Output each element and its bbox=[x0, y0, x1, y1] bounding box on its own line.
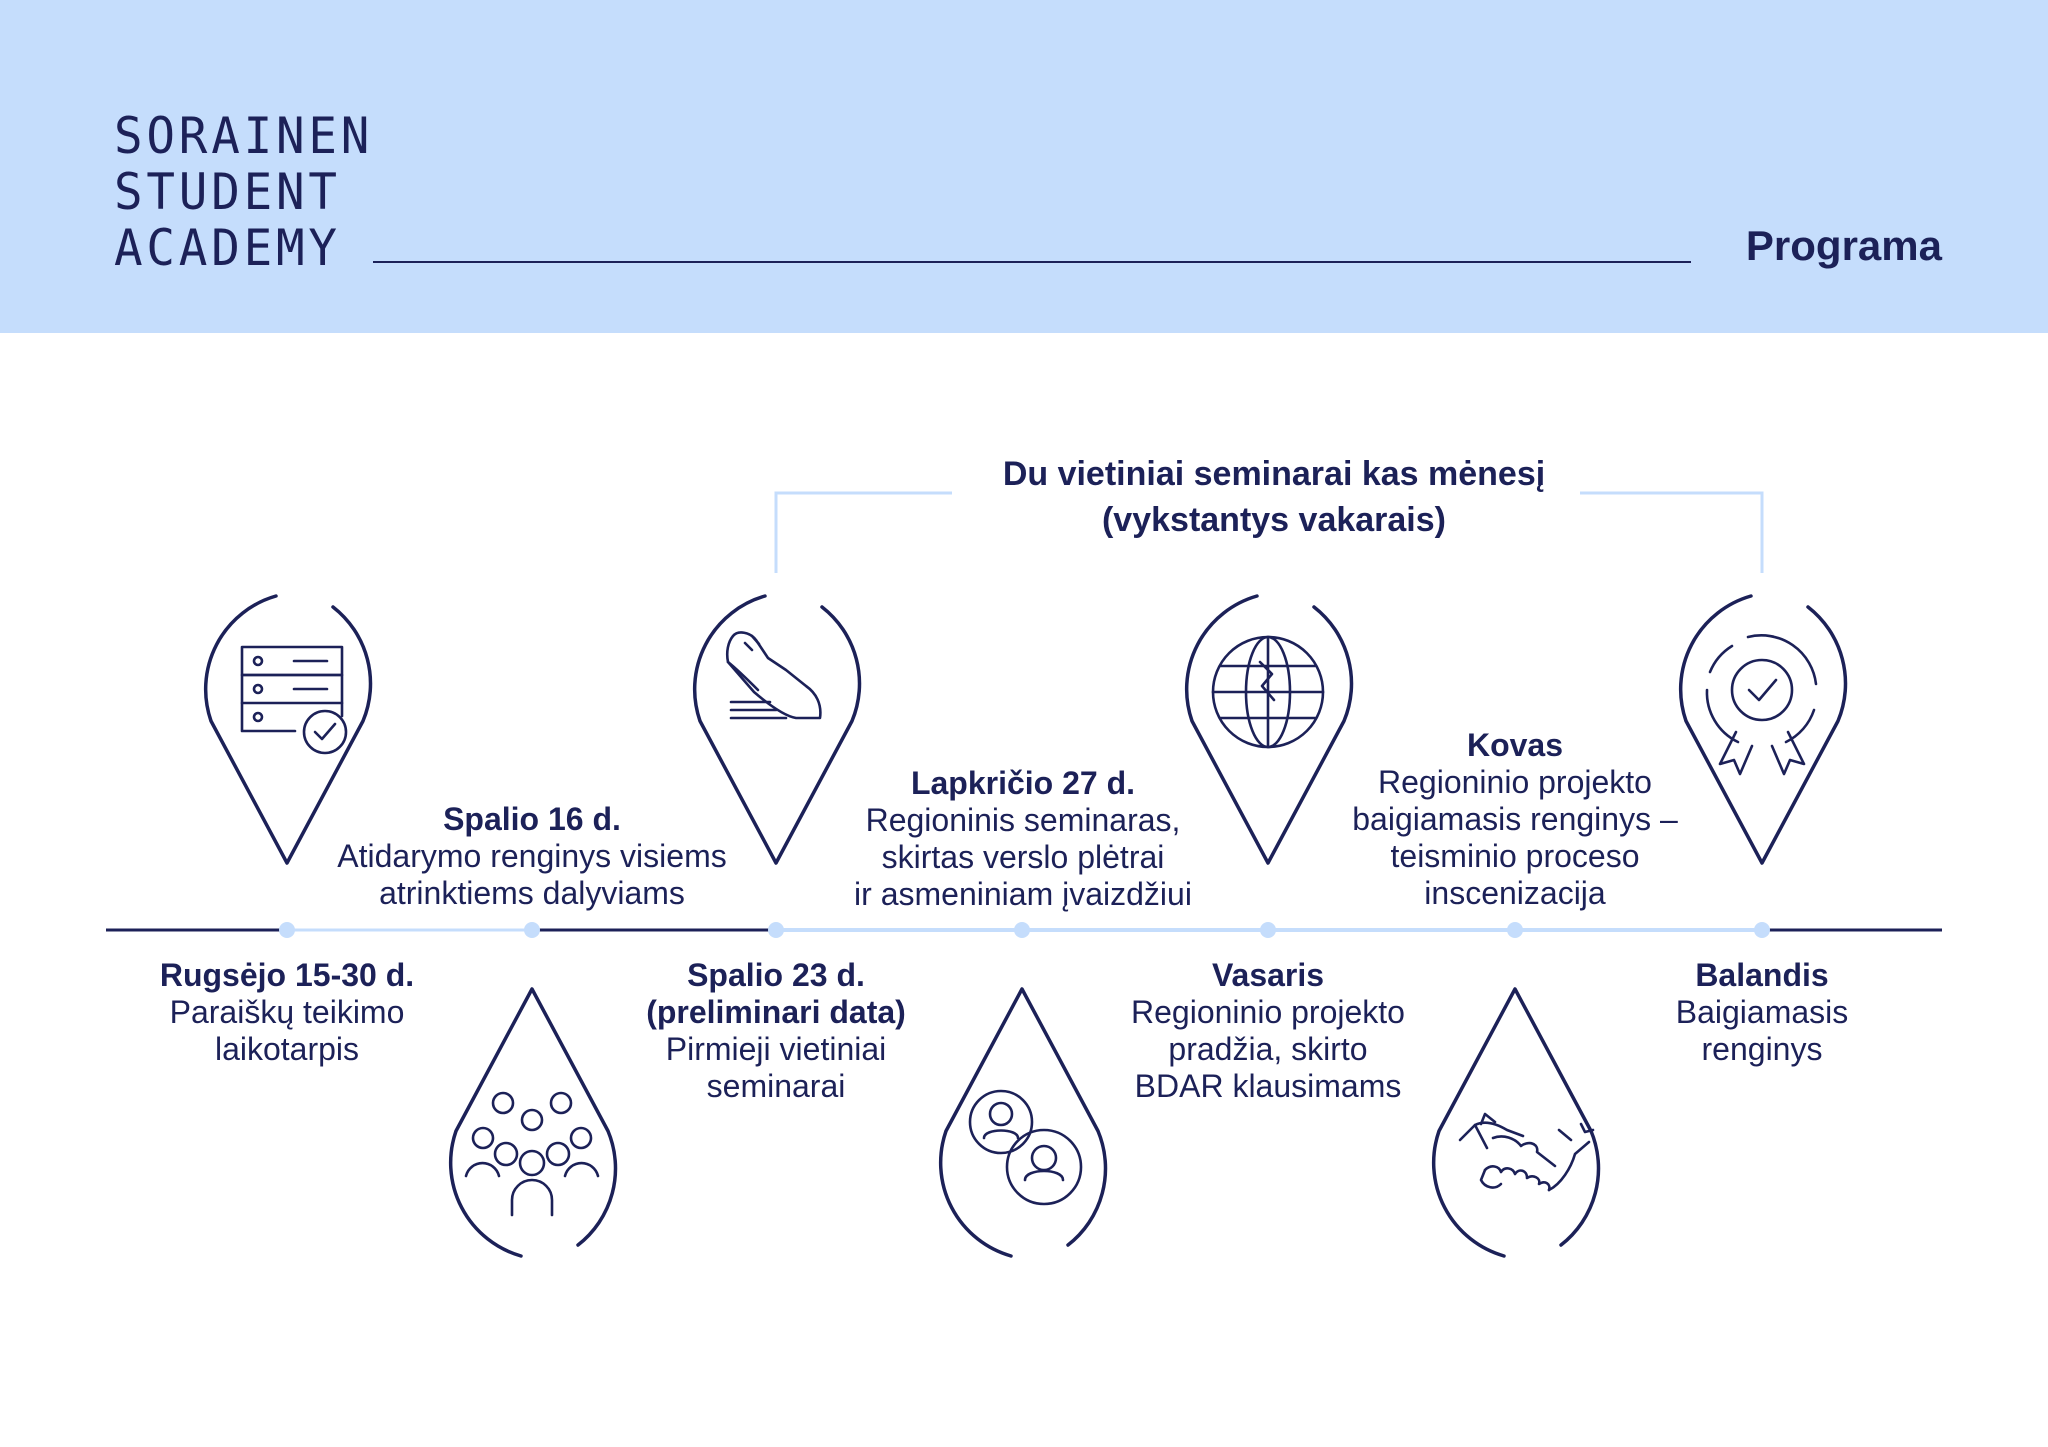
event-date: Lapkričio 27 d. bbox=[910, 765, 1136, 801]
monthly-seminars-heading bbox=[974, 451, 1574, 543]
event-lapkricio bbox=[798, 765, 1248, 913]
event-desc-line: Pirmieji vietiniai bbox=[665, 1031, 887, 1067]
logo-line-3: ACADEMY bbox=[114, 219, 341, 277]
event-desc-line: seminarai bbox=[706, 1068, 846, 1104]
timeline-dot bbox=[524, 922, 540, 938]
handshake-icon bbox=[1460, 1114, 1593, 1190]
event-balandis bbox=[1600, 957, 1924, 1068]
event-rugsejo bbox=[87, 957, 487, 1068]
logo-line-2: STUDENT bbox=[114, 163, 341, 221]
event-kovas bbox=[1290, 727, 1740, 912]
timeline-dot bbox=[1260, 922, 1276, 938]
timeline-dot bbox=[768, 922, 784, 938]
event-desc-line: laikotarpis bbox=[214, 1031, 360, 1067]
event-desc-line: Regioninis seminaras, bbox=[865, 802, 1181, 838]
event-desc-line: skirtas verslo plėtrai bbox=[881, 839, 1165, 875]
event-desc-line: pradžia, skirto bbox=[1168, 1031, 1368, 1067]
two-persons-icon bbox=[970, 1091, 1081, 1204]
event-desc-line: teisminio proceso bbox=[1390, 838, 1640, 874]
event-spalio-16 bbox=[282, 801, 782, 912]
event-date: Spalio 16 d. bbox=[443, 801, 621, 837]
event-date: Spalio 23 d. bbox=[687, 957, 865, 993]
event-desc-line: baigiamasis renginys – bbox=[1352, 801, 1678, 837]
timeline-dot bbox=[1507, 922, 1523, 938]
event-vasaris bbox=[1043, 957, 1493, 1105]
group-people-icon bbox=[466, 1093, 598, 1215]
timeline-dot bbox=[1014, 922, 1030, 938]
page-title: Programa bbox=[1745, 222, 1942, 269]
event-spalio-23 bbox=[576, 957, 976, 1105]
event-desc-line: inscenizacija bbox=[1424, 875, 1606, 911]
event-desc-line: atrinktiems dalyviams bbox=[379, 875, 685, 911]
running-shoe-icon bbox=[727, 633, 820, 718]
event-date: Vasaris bbox=[1211, 957, 1325, 993]
timeline-dot bbox=[1754, 922, 1770, 938]
event-desc-line: renginys bbox=[1701, 1031, 1823, 1067]
monthly-line-1: Du vietiniai seminarai kas mėnesį bbox=[1002, 455, 1546, 493]
event-date-note: (preliminari data) bbox=[646, 994, 906, 1030]
event-date: Rugsėjo 15-30 d. bbox=[159, 957, 415, 993]
event-desc-line: ir asmeniniam įvaizdžiui bbox=[854, 876, 1192, 912]
event-desc-line: Regioninio projekto bbox=[1378, 764, 1652, 800]
monthly-line-2: (vykstantys vakarais) bbox=[1101, 501, 1446, 539]
event-desc-line: Regioninio projekto bbox=[1131, 994, 1405, 1030]
event-desc-line: BDAR klausimams bbox=[1134, 1068, 1402, 1104]
logo-line-1: SORAINEN bbox=[114, 107, 374, 165]
event-date: Kovas bbox=[1466, 727, 1564, 763]
event-desc-line: Paraiškų teikimo bbox=[169, 994, 405, 1030]
server-check-icon bbox=[242, 647, 346, 753]
event-desc-line: Baigiamasis bbox=[1675, 994, 1849, 1030]
timeline-dot bbox=[279, 922, 295, 938]
event-date: Balandis bbox=[1695, 957, 1829, 993]
event-desc-line: Atidarymo renginys visiems bbox=[337, 838, 727, 874]
